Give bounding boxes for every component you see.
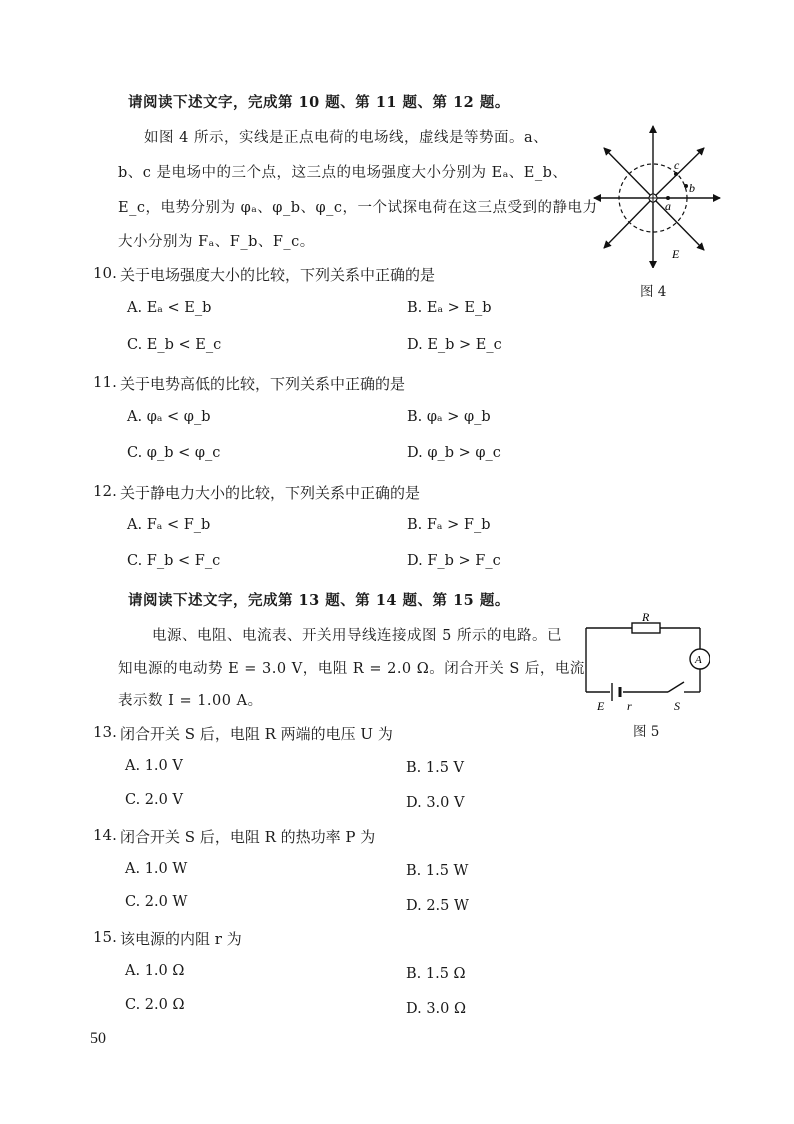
question-number: 14. xyxy=(93,826,117,844)
question-number: 13. xyxy=(93,723,117,741)
resistor-R-label: R xyxy=(642,612,650,624)
option-a: A. 1.0 W xyxy=(125,861,188,877)
option-a: A. Fₐ < F_b xyxy=(127,517,211,533)
switch-S-label: S xyxy=(674,699,680,713)
field-E-label: E xyxy=(672,247,680,261)
option-c: C. 2.0 Ω xyxy=(125,997,185,1013)
option-d: D. 3.0 Ω xyxy=(406,1001,467,1017)
option-b: B. 1.5 W xyxy=(406,863,469,879)
point-b-label: b xyxy=(689,181,695,195)
option-b: B. 1.5 V xyxy=(406,760,465,776)
option-a: A. φₐ < φ_b xyxy=(127,409,211,425)
figure-caption: 图 4 xyxy=(640,284,667,300)
point-c-label: c xyxy=(674,158,680,172)
paragraph-line: 大小分别为 Fₐ、F_b、F_c。 xyxy=(118,234,315,250)
question-stem: 关于电场强度大小的比较，下列关系中正确的是 xyxy=(120,266,436,284)
paragraph-line: 知电源的电动势 E = 3.0 V，电阻 R = 2.0 Ω。闭合开关 S 后，电流 xyxy=(118,661,585,677)
option-a: A. 1.0 V xyxy=(125,758,183,774)
option-c: C. 2.0 W xyxy=(125,894,188,910)
question-number: 15. xyxy=(93,928,117,946)
question-stem: 关于静电力大小的比较，下列关系中正确的是 xyxy=(120,484,421,502)
option-b: B. 1.5 Ω xyxy=(406,966,466,982)
question-stem: 关于电势高低的比较，下列关系中正确的是 xyxy=(120,375,406,393)
question-number: 11. xyxy=(93,373,117,391)
paragraph-line: 电源、电阻、电流表、开关用导线连接成图 5 所示的电路。已 xyxy=(152,628,562,644)
option-b: B. Fₐ > F_b xyxy=(407,517,491,533)
option-c: C. E_b < E_c xyxy=(127,337,222,353)
option-c: C. 2.0 V xyxy=(125,792,183,808)
question-stem: 闭合开关 S 后，电阻 R 两端的电压 U 为 xyxy=(120,725,393,743)
question-number: 10. xyxy=(93,264,117,282)
emf-E-label: E xyxy=(597,699,605,713)
question-stem: 该电源的内阻 r 为 xyxy=(120,930,242,948)
option-d: D. E_b > E_c xyxy=(407,337,502,353)
option-c: C. F_b < F_c xyxy=(127,553,221,569)
option-d: D. F_b > F_c xyxy=(407,553,501,569)
circuit-figure xyxy=(580,612,710,716)
page-number: 50 xyxy=(90,1030,106,1047)
question-number: 12. xyxy=(93,482,117,500)
internal-r-label: r xyxy=(627,699,632,713)
figure-caption: 图 5 xyxy=(633,724,660,740)
section-heading: 请阅读下述文字，完成第 13 题、第 14 题、第 15 题。 xyxy=(128,592,510,609)
section-heading: 请阅读下述文字，完成第 10 题、第 11 题、第 12 题。 xyxy=(128,94,510,111)
option-a: A. Eₐ < E_b xyxy=(127,300,212,316)
ammeter-icon: A xyxy=(695,654,702,666)
option-b: B. Eₐ > E_b xyxy=(407,300,492,316)
paragraph-line: 表示数 I = 1.00 A。 xyxy=(118,693,263,709)
paragraph-line: E_c，电势分别为 φₐ、φ_b、φ_c，一个试探电荷在这三点受到的静电力 xyxy=(118,200,598,216)
paragraph-line: b、c 是电场中的三个点，这三点的电场强度大小分别为 Eₐ、E_b、 xyxy=(118,165,568,181)
option-b: B. φₐ > φ_b xyxy=(407,409,491,425)
point-a-label: a xyxy=(665,199,671,213)
question-stem: 闭合开关 S 后，电阻 R 的热功率 P 为 xyxy=(120,828,376,846)
paragraph-line: 如图 4 所示，实线是正点电荷的电场线，虚线是等势面。a、 xyxy=(144,130,549,146)
electric-field-figure xyxy=(592,118,722,268)
option-d: D. 3.0 V xyxy=(406,795,465,811)
option-c: C. φ_b < φ_c xyxy=(127,445,221,461)
option-d: D. φ_b > φ_c xyxy=(407,445,501,461)
option-a: A. 1.0 Ω xyxy=(125,963,185,979)
option-d: D. 2.5 W xyxy=(406,898,469,914)
